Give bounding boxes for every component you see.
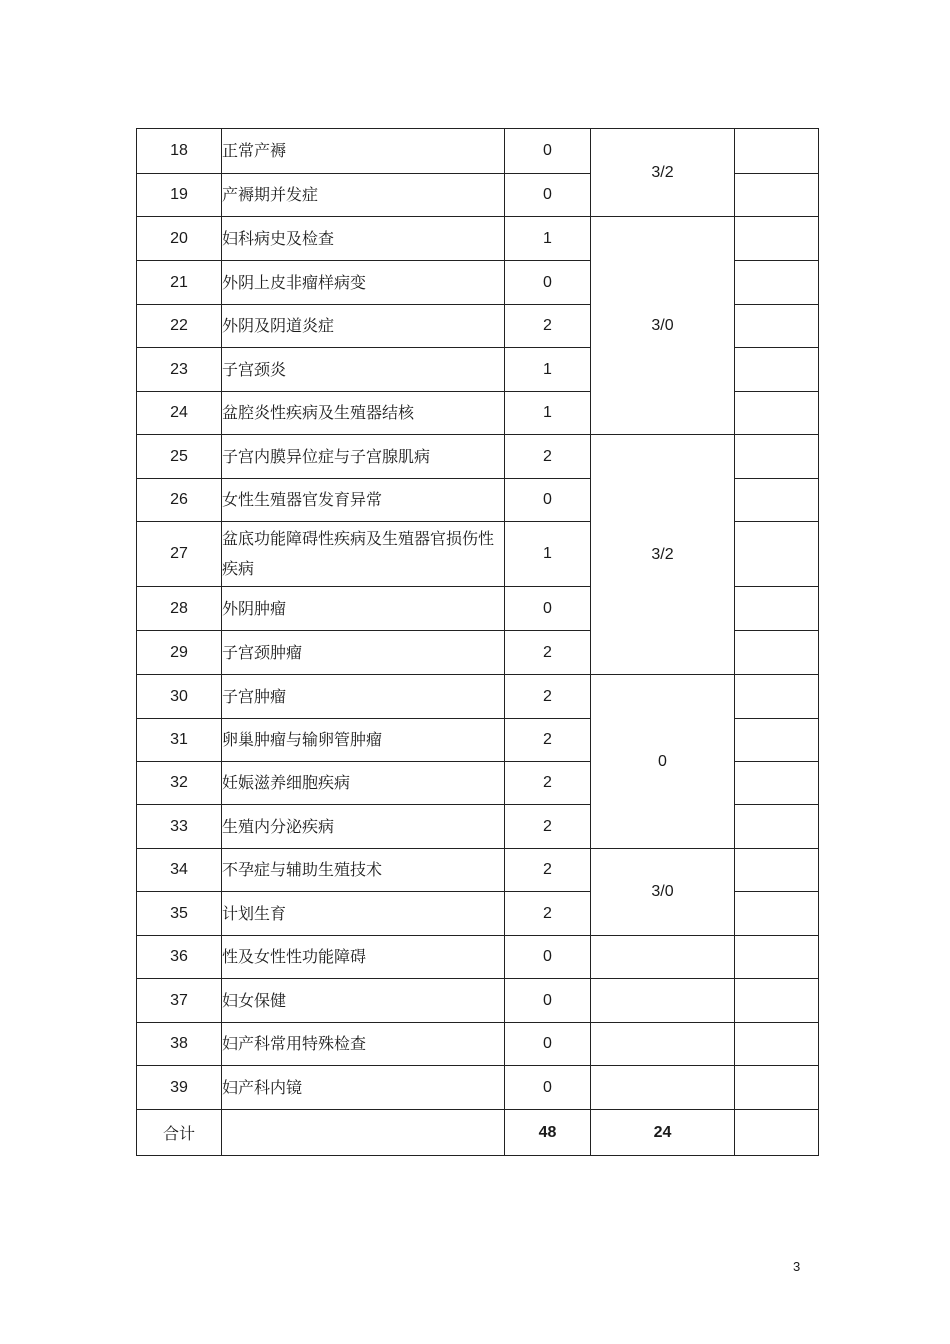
group-hours-cell: 3/0 — [591, 849, 735, 936]
group-hours-cell: 3/2 — [591, 129, 735, 217]
empty-cell — [735, 435, 819, 479]
empty-cell — [735, 348, 819, 392]
table-row — [137, 129, 819, 174]
empty-cell — [591, 1023, 735, 1066]
topic-cell: 妇产科内镜 — [222, 1066, 505, 1110]
table-row — [137, 1023, 819, 1066]
row-number: 35 — [137, 892, 222, 936]
topic-cell: 产褥期并发症 — [222, 174, 505, 217]
row-number: 22 — [137, 305, 222, 348]
table-row — [137, 849, 819, 892]
row-number: 29 — [137, 631, 222, 675]
row-number: 24 — [137, 392, 222, 435]
topic-cell: 妊娠滋养细胞疾病 — [222, 762, 505, 805]
hours-cell: 2 — [505, 805, 591, 849]
total-hours: 48 — [505, 1110, 591, 1156]
row-number: 21 — [137, 261, 222, 305]
topic-cell: 盆底功能障碍性疾病及生殖器官损伤性疾病 — [222, 522, 505, 587]
row-number: 33 — [137, 805, 222, 849]
total-practice-hours: 24 — [591, 1110, 735, 1156]
empty-cell — [735, 479, 819, 522]
hours-cell: 0 — [505, 261, 591, 305]
row-number: 31 — [137, 719, 222, 762]
topic-cell: 正常产褥 — [222, 129, 505, 174]
empty-cell — [735, 1110, 819, 1156]
empty-cell — [735, 892, 819, 936]
topic-cell: 盆腔炎性疾病及生殖器结核 — [222, 392, 505, 435]
empty-cell — [735, 522, 819, 587]
table-row — [137, 936, 819, 979]
empty-cell — [735, 1023, 819, 1066]
hours-cell: 1 — [505, 348, 591, 392]
row-number: 23 — [137, 348, 222, 392]
hours-cell: 0 — [505, 129, 591, 174]
empty-cell — [735, 719, 819, 762]
hours-cell: 0 — [505, 936, 591, 979]
topic-cell: 妇科病史及检查 — [222, 217, 505, 261]
hours-cell: 1 — [505, 217, 591, 261]
topic-cell: 生殖内分泌疾病 — [222, 805, 505, 849]
row-number: 30 — [137, 675, 222, 719]
syllabus-table — [136, 128, 819, 1156]
row-number: 37 — [137, 979, 222, 1023]
empty-cell — [735, 587, 819, 631]
hours-cell: 2 — [505, 631, 591, 675]
hours-cell: 0 — [505, 174, 591, 217]
hours-cell: 2 — [505, 305, 591, 348]
total-label: 合计 — [137, 1110, 222, 1156]
empty-cell — [735, 936, 819, 979]
hours-cell: 0 — [505, 979, 591, 1023]
empty-cell — [591, 979, 735, 1023]
topic-cell: 子宫内膜异位症与子宫腺肌病 — [222, 435, 505, 479]
row-number: 18 — [137, 129, 222, 174]
row-number: 27 — [137, 522, 222, 587]
hours-cell: 0 — [505, 587, 591, 631]
total-row — [137, 1110, 819, 1156]
topic-cell: 妇产科常用特殊检查 — [222, 1023, 505, 1066]
row-number: 28 — [137, 587, 222, 631]
topic-cell: 外阴及阴道炎症 — [222, 305, 505, 348]
hours-cell: 1 — [505, 392, 591, 435]
group-hours-cell: 0 — [591, 675, 735, 849]
hours-cell: 2 — [505, 435, 591, 479]
group-hours-cell: 3/0 — [591, 217, 735, 435]
hours-cell: 0 — [505, 479, 591, 522]
table-row — [137, 675, 819, 719]
topic-cell: 计划生育 — [222, 892, 505, 936]
empty-cell — [735, 631, 819, 675]
hours-cell: 1 — [505, 522, 591, 587]
row-number: 34 — [137, 849, 222, 892]
page-number: 3 — [793, 1259, 801, 1274]
empty-cell — [735, 675, 819, 719]
empty-cell — [735, 174, 819, 217]
table-row — [137, 217, 819, 261]
empty-cell — [735, 305, 819, 348]
topic-cell: 性及女性性功能障碍 — [222, 936, 505, 979]
hours-cell: 2 — [505, 762, 591, 805]
topic-cell: 不孕症与辅助生殖技术 — [222, 849, 505, 892]
topic-cell: 女性生殖器官发育异常 — [222, 479, 505, 522]
table-row — [137, 979, 819, 1023]
empty-cell — [735, 762, 819, 805]
hours-cell: 0 — [505, 1023, 591, 1066]
topic-cell: 子宫颈肿瘤 — [222, 631, 505, 675]
hours-cell: 2 — [505, 675, 591, 719]
row-number: 36 — [137, 936, 222, 979]
empty-cell — [735, 849, 819, 892]
topic-cell: 子宫肿瘤 — [222, 675, 505, 719]
empty-cell — [735, 1066, 819, 1110]
hours-cell: 2 — [505, 719, 591, 762]
empty-cell — [735, 979, 819, 1023]
row-number: 19 — [137, 174, 222, 217]
table-row — [137, 1066, 819, 1110]
hours-cell: 2 — [505, 849, 591, 892]
topic-cell: 卵巢肿瘤与输卵管肿瘤 — [222, 719, 505, 762]
row-number: 39 — [137, 1066, 222, 1110]
topic-cell: 子宫颈炎 — [222, 348, 505, 392]
empty-cell — [222, 1110, 505, 1156]
empty-cell — [591, 936, 735, 979]
row-number: 38 — [137, 1023, 222, 1066]
empty-cell — [735, 805, 819, 849]
topic-cell: 妇女保健 — [222, 979, 505, 1023]
empty-cell — [735, 217, 819, 261]
hours-cell: 2 — [505, 892, 591, 936]
row-number: 25 — [137, 435, 222, 479]
topic-cell: 外阴上皮非瘤样病变 — [222, 261, 505, 305]
empty-cell — [735, 129, 819, 174]
table-row — [137, 435, 819, 479]
group-hours-cell: 3/2 — [591, 435, 735, 675]
row-number: 20 — [137, 217, 222, 261]
hours-cell: 0 — [505, 1066, 591, 1110]
empty-cell — [735, 261, 819, 305]
empty-cell — [591, 1066, 735, 1110]
empty-cell — [735, 392, 819, 435]
row-number: 32 — [137, 762, 222, 805]
row-number: 26 — [137, 479, 222, 522]
topic-cell: 外阴肿瘤 — [222, 587, 505, 631]
